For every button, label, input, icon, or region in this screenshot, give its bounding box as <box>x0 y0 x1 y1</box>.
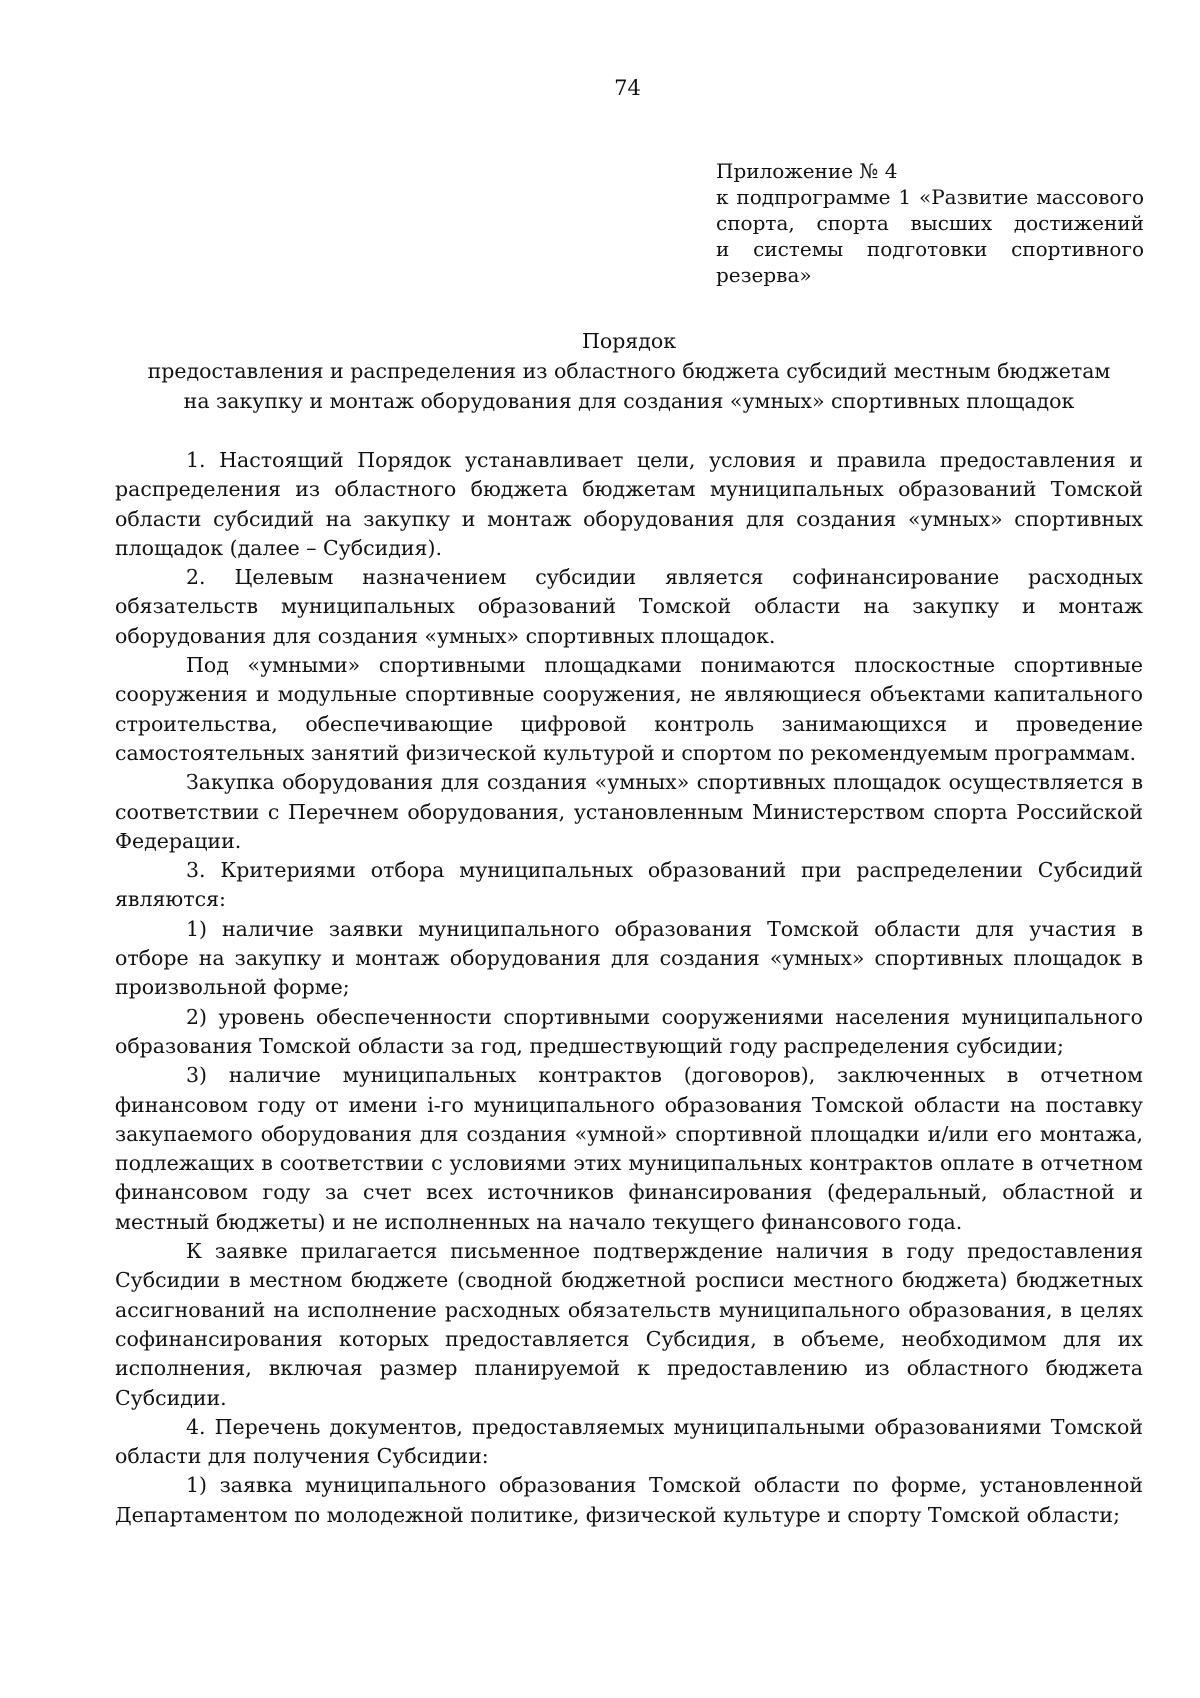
paragraph: 1. Настоящий Порядок устанавливает цели, условия и правила предоставления и распределения из областного бюджета бюджетам муниципальных образований Томской области субсидий на закупку и монтаж оборудования для создания «умных» спортивных площадок (далее – Субсидия). <box>115 448 1143 560</box>
paragraph: 2) уровень обеспеченности спортивными сооружениями населения муниципального образования Томской области за год, предшествующий году распределения субсидии; <box>115 1004 1143 1058</box>
appendix-line: резерва» <box>716 263 812 287</box>
paragraph: К заявке прилагается письменное подтверждение наличия в году предоставления Субсидии в местном бюджете (сводной бюджетной росписи местного бюджета) бюджетных ассигнований на исполнение расходных обязательств муниципального образования, в целях софинансирования которых предоставляется Субсидия, в объеме, необходимом для их исполнения, включая размер планируемой к предоставлению из областного бюджета Субсидии. <box>115 1239 1143 1410</box>
paragraph: 1) наличие заявки муниципального образования Томской области для участия в отборе на закупку и монтаж оборудования для создания «умных» спортивных площадок в произвольной форме; <box>115 916 1143 1000</box>
appendix-line: Приложение № 4 <box>716 159 898 183</box>
paragraph: 1) заявка муниципального образования Томской области по форме, установленной Департаментом по молодежной политике, физической культуре и спорту Томской области; <box>115 1473 1143 1527</box>
page-number: 74 <box>614 76 641 100</box>
title-line: предоставления и распределения из областного бюджета субсидий местным бюджетам <box>147 359 1111 383</box>
paragraph: 3. Критериями отбора муниципальных образований при распределении Субсидий являются: <box>115 858 1143 912</box>
appendix-line: и системы подготовки спортивного <box>716 237 1144 261</box>
title-line: на закупку и монтаж оборудования для создания «умных» спортивных площадок <box>183 389 1075 413</box>
paragraph: 2. Целевым назначением субсидии является софинансирование расходных обязательств муниципальных образований Томской области на закупку и монтаж оборудования для создания «умных» спортивных площадок. <box>115 565 1143 648</box>
document-title <box>115 326 1143 416</box>
title-heading: Порядок <box>581 329 677 353</box>
paragraph: 3) наличие муниципальных контрактов (договоров), заключенных в отчетном финансовом году от имени i-го муниципального образования Томской области на поставку закупаемого оборудования для создания «умной» спортивной площадки и/или его монтажа, подлежащих в соответствии с условиями этих муниципальных контрактов оплате в отчетном финансовом году за счет всех источников финансирования (федеральный, областной и местный бюджеты) и не исполненных на начало текущего финансового года. <box>115 1063 1143 1234</box>
paragraph: 4. Перечень документов, предоставляемых муниципальными образованиями Томской области для получения Субсидии: <box>115 1414 1143 1469</box>
paragraph: Закупка оборудования для создания «умных» спортивных площадок осуществляется в соответствии с Перечнем оборудования, установленным Министерством спорта Российской Федерации. <box>115 770 1143 853</box>
paragraph: Под «умными» спортивными площадками понимаются плоскостные спортивные сооружения и модульные спортивные сооружения, не являющиеся объектами капитального строительства, обеспечивающие цифровой контроль занимающихся и проведение самостоятельных занятий физической культурой и спортом по рекомендуемым программам. <box>115 653 1143 765</box>
document-body <box>115 446 1143 1530</box>
appendix-line: спорта, спорта высших достижений <box>716 211 1144 235</box>
appendix-line: к подпрограмме 1 «Развитие массового <box>716 185 1144 209</box>
appendix-header <box>716 158 1144 288</box>
